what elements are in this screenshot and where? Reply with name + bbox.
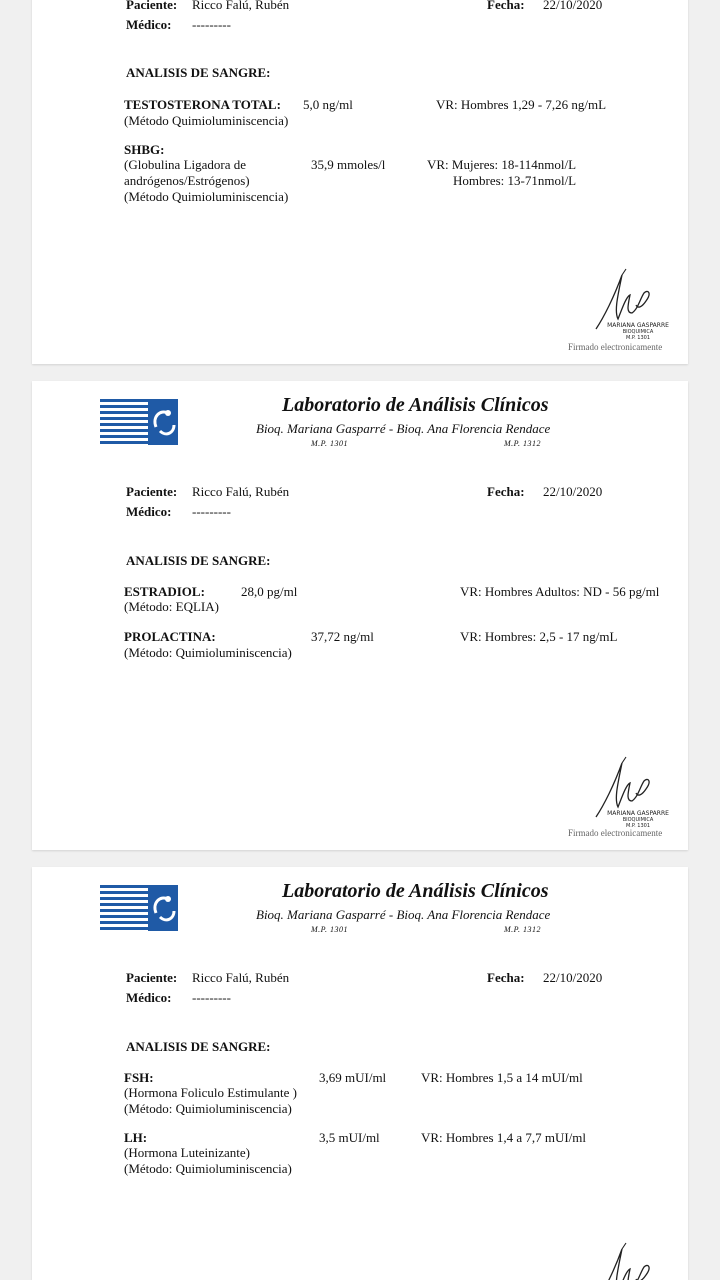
section-title: ANALISIS DE SANGRE: (126, 1039, 271, 1054)
paciente-value: Ricco Falú, Rubén (192, 484, 290, 499)
medico-value: --------- (192, 504, 231, 519)
report-page-3 (32, 867, 688, 1280)
stamp-role: BIOQUIMICA (622, 817, 654, 823)
fecha-value: 22/10/2020 (543, 484, 603, 499)
paciente-label: Paciente: (126, 484, 178, 499)
signature-caption: Firmado electronicamente (568, 828, 663, 838)
fsh-method: (Método: Quimioluminiscencia) (124, 1101, 292, 1116)
lh-name: LH: (124, 1130, 148, 1145)
lh-ref: VR: Hombres 1,4 a 7,7 mUI/ml (421, 1130, 587, 1145)
stamp-name: MARIANA GASPARRE (607, 322, 669, 329)
lh-desc: (Hormona Luteinizante) (124, 1145, 250, 1160)
stamp-name: MARIANA GASPARRE (607, 810, 669, 817)
paciente-label: Paciente: (126, 0, 178, 12)
section-title: ANALISIS DE SANGRE: (126, 65, 271, 80)
estradiol-value: 28,0 pg/ml (241, 584, 298, 599)
stamp-mp: M.P. 1301 (625, 335, 651, 340)
signature-image (592, 265, 682, 340)
fsh-value: 3,69 mUI/ml (319, 1070, 387, 1085)
lab-logo-icon (100, 397, 180, 449)
testosterona-name: TESTOSTERONA TOTAL: (124, 97, 281, 112)
lab-mp-2: M.P. 1312 (504, 925, 542, 934)
paciente-label: Paciente: (126, 970, 178, 985)
estradiol-ref: VR: Hombres Adultos: ND - 56 pg/ml (460, 584, 660, 599)
shbg-desc-2: andrógenos/Estrógenos) (124, 173, 250, 188)
medico-value: --------- (192, 17, 231, 32)
fecha-label: Fecha: (487, 970, 525, 985)
shbg-name: SHBG: (124, 142, 165, 157)
lab-subtitle: Bioq. Mariana Gasparré - Bioq. Ana Florencia Rendace (256, 421, 551, 436)
medico-value: --------- (192, 990, 231, 1005)
paciente-value: Ricco Falú, Rubén (192, 970, 290, 985)
fsh-name: FSH: (124, 1070, 154, 1085)
fecha-value: 22/10/2020 (543, 0, 603, 12)
prolactina-name: PROLACTINA: (124, 629, 216, 644)
fecha-label: Fecha: (487, 0, 525, 12)
lh-method: (Método: Quimioluminiscencia) (124, 1161, 292, 1176)
lab-mp-1: M.P. 1301 (311, 439, 349, 448)
signature-caption: Firmado electronicamente (568, 342, 663, 352)
medico-label: Médico: (126, 17, 172, 32)
signature-image (592, 1239, 682, 1280)
lab-title: Laboratorio de Análisis Clínicos (282, 880, 549, 902)
medico-label: Médico: (126, 504, 172, 519)
prolactina-method: (Método: Quimioluminiscencia) (124, 645, 292, 660)
shbg-ref-2: Hombres: 13-71nmol/L (453, 173, 577, 188)
estradiol-name: ESTRADIOL: (124, 584, 205, 599)
lab-mp-1: M.P. 1301 (311, 925, 349, 934)
paciente-value: Ricco Falú, Rubén (192, 0, 290, 12)
fecha-value: 22/10/2020 (543, 970, 603, 985)
stamp-mp: M.P. 1301 (625, 823, 651, 828)
report-page-2 (32, 381, 688, 850)
shbg-ref-1: VR: Mujeres: 18-114nmol/L (427, 157, 577, 172)
lab-subtitle: Bioq. Mariana Gasparré - Bioq. Ana Florencia Rendace (256, 907, 551, 922)
stamp-role: BIOQUIMICA (622, 329, 654, 335)
fsh-desc: (Hormona Foliculo Estimulante ) (124, 1085, 297, 1100)
estradiol-method: (Método: EQLIA) (124, 599, 219, 614)
fsh-ref: VR: Hombres 1,5 a 14 mUI/ml (421, 1070, 583, 1085)
lab-mp-2: M.P. 1312 (504, 439, 542, 448)
prolactina-value: 37,72 ng/ml (311, 629, 374, 644)
testosterona-value: 5,0 ng/ml (303, 97, 353, 112)
shbg-value: 35,9 mmoles/l (311, 157, 386, 172)
prolactina-ref: VR: Hombres: 2,5 - 17 ng/mL (460, 629, 618, 644)
lh-value: 3,5 mUI/ml (319, 1130, 380, 1145)
testosterona-ref: VR: Hombres 1,29 - 7,26 ng/mL (436, 97, 607, 112)
lab-logo-icon (100, 883, 180, 935)
shbg-method: (Método Quimioluminiscencia) (124, 189, 289, 204)
medico-label: Médico: (126, 990, 172, 1005)
section-title: ANALISIS DE SANGRE: (126, 553, 271, 568)
lab-title: Laboratorio de Análisis Clínicos (282, 394, 549, 416)
report-page-1 (32, 0, 688, 364)
fecha-label: Fecha: (487, 484, 525, 499)
shbg-desc-1: (Globulina Ligadora de (124, 157, 247, 172)
signature-image (592, 753, 682, 828)
testosterona-method: (Método Quimioluminiscencia) (124, 113, 289, 128)
